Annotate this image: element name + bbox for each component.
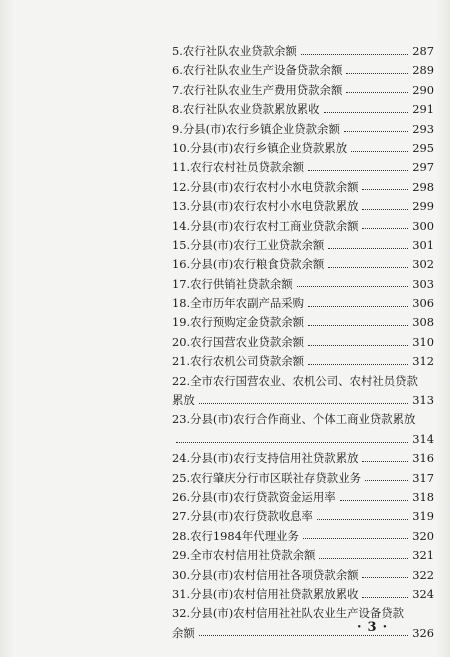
toc-entry xyxy=(172,488,434,507)
toc-leader-dots xyxy=(308,324,408,326)
toc-entry-page: 308 xyxy=(412,315,434,330)
toc-leader-dots xyxy=(346,72,408,74)
toc-entry-page: 317 xyxy=(412,470,434,485)
toc-entry-title: 6.农行社队农业生产设备贷款余额 xyxy=(172,63,343,78)
toc-entry xyxy=(172,139,434,158)
toc-entry-line2 xyxy=(172,624,434,643)
toc-entry xyxy=(172,236,434,255)
toc-leader-dots xyxy=(362,208,408,210)
toc-entry xyxy=(172,546,434,565)
toc-entry-title: 12.分县(市)农行农村小水电贷款余额 xyxy=(172,179,359,194)
toc-entry xyxy=(172,178,434,197)
toc-leader-dots xyxy=(351,150,408,152)
toc-entry xyxy=(172,42,434,61)
toc-entry xyxy=(172,566,434,585)
toc-entry xyxy=(172,313,434,332)
toc-entry-page: 322 xyxy=(412,567,434,582)
toc-entry-title: 16.分县(市)农行粮食贷款余额 xyxy=(172,257,325,272)
toc-leader-dots xyxy=(362,227,408,229)
toc-entry xyxy=(172,585,434,604)
page-number-dot-left: · xyxy=(357,620,362,635)
toc-entry-title: 31.分县(市)农村信用社贷款累放累收 xyxy=(172,586,359,601)
toc-entry xyxy=(172,217,434,236)
toc-entry-title: 5.农行社队农业贷款余额 xyxy=(172,44,297,58)
toc-entry xyxy=(172,449,434,468)
toc-entry-page: 321 xyxy=(412,548,434,563)
page-number-value: 3 xyxy=(367,620,377,635)
toc-leader-dots xyxy=(328,266,408,268)
toc-entry xyxy=(172,100,434,119)
toc-entry-page: 318 xyxy=(412,489,434,504)
toc-entry-title: 15.分县(市)农行工业贷款余额 xyxy=(172,237,325,252)
toc-leader-dots xyxy=(344,130,408,132)
table-of-contents xyxy=(172,42,434,643)
toc-leader-dots xyxy=(362,596,408,598)
toc-leader-dots xyxy=(362,460,408,462)
toc-leader-dots xyxy=(365,479,408,481)
toc-entry xyxy=(172,120,434,139)
toc-leader-dots xyxy=(308,344,408,346)
toc-leader-dots xyxy=(346,91,408,93)
toc-entry-title: 10.分县(市)农行乡镇企业贷款累放 xyxy=(172,140,348,155)
toc-entry xyxy=(172,81,434,100)
toc-entry-page: 314 xyxy=(412,431,434,446)
toc-entry-title: 24.分县(市)农行支持信用社贷款累放 xyxy=(172,451,359,466)
toc-entry-page: 310 xyxy=(412,334,434,349)
toc-leader-dots xyxy=(297,285,409,287)
toc-entry-page: 298 xyxy=(412,179,434,194)
toc-entry-title: 9.分县(市)农行乡镇企业贷款余额 xyxy=(172,121,340,136)
toc-entry-title: 19.农行预购定金贷款余额 xyxy=(172,315,305,330)
toc-entry xyxy=(172,507,434,526)
toc-entry-title: 25.农行肇庆分行市区联社存贷款业务 xyxy=(172,470,361,485)
toc-entry-multiline xyxy=(172,604,434,643)
page-number-dot-right: · xyxy=(382,620,388,635)
toc-leader-dots xyxy=(308,169,408,171)
toc-entry-title: 21.农行农机公司贷款余额 xyxy=(172,354,305,369)
toc-entry-page: 326 xyxy=(412,625,434,640)
toc-entry xyxy=(172,294,434,313)
toc-entry-title: 30.分县(市)农村信用社各项贷款余额 xyxy=(172,567,359,582)
toc-entry-page: 287 xyxy=(412,44,434,58)
toc-leader-dots xyxy=(317,518,408,520)
toc-leader-dots xyxy=(308,363,408,365)
toc-entry-page: 301 xyxy=(412,237,434,252)
toc-entry-title-line2: 余额 xyxy=(172,625,195,640)
toc-entry-title: 28.农行1984年代理业务 xyxy=(172,528,299,543)
toc-leader-dots xyxy=(324,111,409,113)
toc-entry-title-line1: 32.分县(市)农村信用社社队农业生产设备贷款 xyxy=(172,606,405,621)
toc-entry-page: 293 xyxy=(412,121,434,136)
toc-entry-title: 20.农行国营农业贷款余额 xyxy=(172,334,305,349)
toc-entry-title-line1: 23.分县(市)农行合作商业、个体工商业贷款累放 xyxy=(172,412,416,427)
toc-entry-page: 290 xyxy=(412,82,434,97)
toc-entry-page: 299 xyxy=(412,199,434,214)
toc-entry xyxy=(172,275,434,294)
toc-entry xyxy=(172,527,434,546)
toc-entry-multiline xyxy=(172,372,434,411)
toc-entry-title: 18.全市历年农副产品采购 xyxy=(172,296,305,311)
toc-entry-title: 27.分县(市)农行贷款收息率 xyxy=(172,509,313,524)
toc-entry-page: 302 xyxy=(412,257,434,272)
toc-entry-line2 xyxy=(172,430,434,449)
toc-entry xyxy=(172,469,434,488)
toc-entry xyxy=(172,158,434,177)
toc-entry-page: 303 xyxy=(412,276,434,291)
toc-entry-page: 306 xyxy=(412,296,434,311)
toc-entry-title: 11.农行农村社员贷款余额 xyxy=(172,160,305,175)
toc-entry-line2 xyxy=(172,391,434,410)
toc-entry xyxy=(172,61,434,80)
toc-entry-title: 8.农行社队农业贷款累放累收 xyxy=(172,102,320,117)
toc-entry-page: 291 xyxy=(412,102,434,117)
toc-entry-title: 7.农行社队农业生产费用贷款余额 xyxy=(172,82,343,97)
toc-entry-title: 26.分县(市)农行贷款资金运用率 xyxy=(172,489,336,504)
toc-entry-page: 324 xyxy=(412,586,434,601)
toc-entry-title: 17.农行供销社贷款余额 xyxy=(172,276,293,291)
toc-leader-dots xyxy=(308,305,408,307)
toc-entry-page: 289 xyxy=(412,63,434,78)
toc-entry-multiline xyxy=(172,410,434,449)
toc-entry-page: 295 xyxy=(412,140,434,155)
toc-entry-title: 13.分县(市)农行农村小水电贷款累放 xyxy=(172,199,359,214)
toc-leader-dots xyxy=(199,402,408,404)
toc-entry-page: 316 xyxy=(412,451,434,466)
toc-leader-dots xyxy=(176,441,408,443)
toc-entry-page: 297 xyxy=(412,160,434,175)
toc-leader-dots xyxy=(319,557,408,559)
toc-entry xyxy=(172,255,434,274)
page-number xyxy=(354,620,390,635)
toc-leader-dots xyxy=(362,576,408,578)
toc-entry-title-line1: 22.全市农行国营农业、农机公司、农村社员贷款 xyxy=(172,373,418,388)
toc-entry-title: 29.全市农村信用社贷款余额 xyxy=(172,548,316,563)
toc-entry-page: 300 xyxy=(412,218,434,233)
toc-entry xyxy=(172,197,434,216)
toc-entry-page: 320 xyxy=(412,528,434,543)
toc-leader-dots xyxy=(328,247,408,249)
toc-entry xyxy=(172,352,434,371)
toc-entry-title: 14.分县(市)农行农村工商业贷款余额 xyxy=(172,218,359,233)
toc-entry-title-line2: 累放 xyxy=(172,393,195,408)
toc-entry xyxy=(172,333,434,352)
toc-leader-dots xyxy=(362,188,408,190)
toc-entry-page: 313 xyxy=(412,393,434,408)
toc-entry-page: 319 xyxy=(412,509,434,524)
toc-leader-dots xyxy=(340,499,409,501)
toc-entry-page: 312 xyxy=(412,354,434,369)
toc-leader-dots xyxy=(303,537,408,539)
toc-leader-dots xyxy=(301,53,408,55)
